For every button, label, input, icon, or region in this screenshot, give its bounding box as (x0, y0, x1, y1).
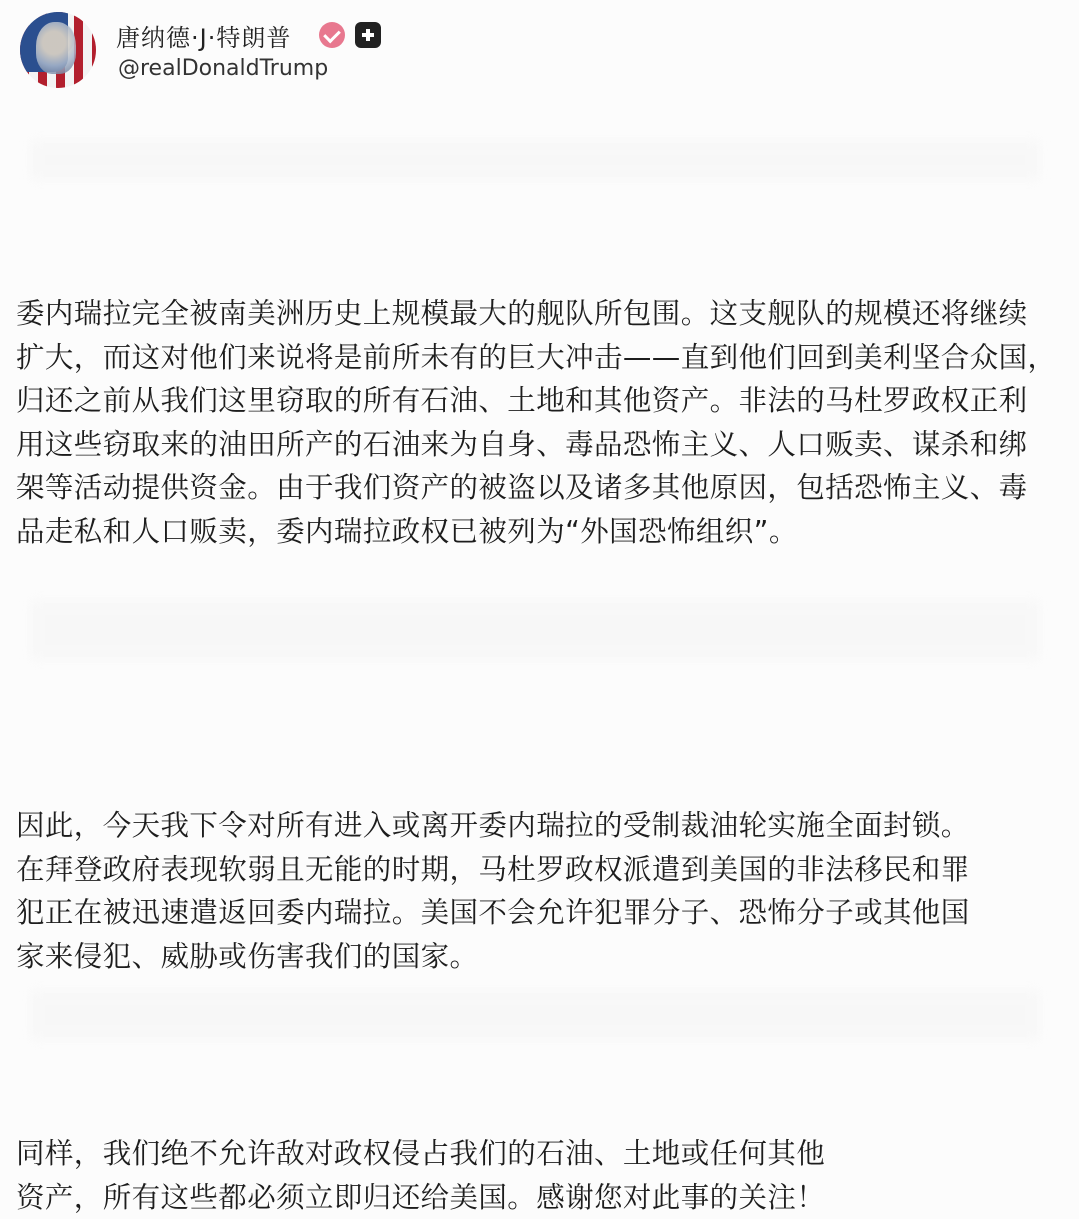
post-paragraph: 因此，今天我下令对所有进入或离开委内瑞拉的受制裁油轮实施全面封锁。 在拜登政府表现软弱且无能的时期，马杜罗政权派遣到美国的非法移民和罪 犯正在被迅速遣返回委内瑞拉。美国不会允许犯罪分子、恐怖分子或其他国 家来侵犯、威胁或伤害我们的国家。 (16, 809, 970, 973)
author-name-row (116, 18, 381, 52)
blurred-region (30, 990, 1040, 1040)
author-display-name[interactable]: 唐纳德·J·特朗普 (116, 23, 292, 52)
post-header (18, 10, 1058, 90)
verified-badge-icon (319, 22, 345, 48)
plus-badge-icon (355, 22, 381, 48)
blurred-region (30, 600, 1040, 660)
post-paragraph: 同样，我们绝不允许敌对政权侵占我们的石油、土地或任何其他 资产，所有这些都必须立即归还给美国。感谢您对此事的关注！ (16, 1137, 826, 1214)
blurred-region (30, 140, 1040, 180)
post-paragraph: 委内瑞拉完全被南美洲历史上规模最大的舰队所包围。这支舰队的规模还将继续 扩大，而这对他们来说将是前所未有的巨大冲击——直到他们回到美利坚合众国， 归还之前从我们这里窃取的所有石油、土地和其他资产。非法的马杜罗政权正利 用这些窃取来的油田所产的石油来为自身、毒品恐怖主义、人口贩卖、谋杀和绑 架等活动提供资金。由于我们资产的被盗以及诸多其他原因，包括恐怖主义、毒 品走私和人口贩卖，委内瑞拉政权已被列为“外国恐怖组织”。 (16, 297, 1057, 548)
author-handle[interactable]: @realDonaldTrump (118, 56, 329, 81)
avatar[interactable] (20, 12, 96, 88)
